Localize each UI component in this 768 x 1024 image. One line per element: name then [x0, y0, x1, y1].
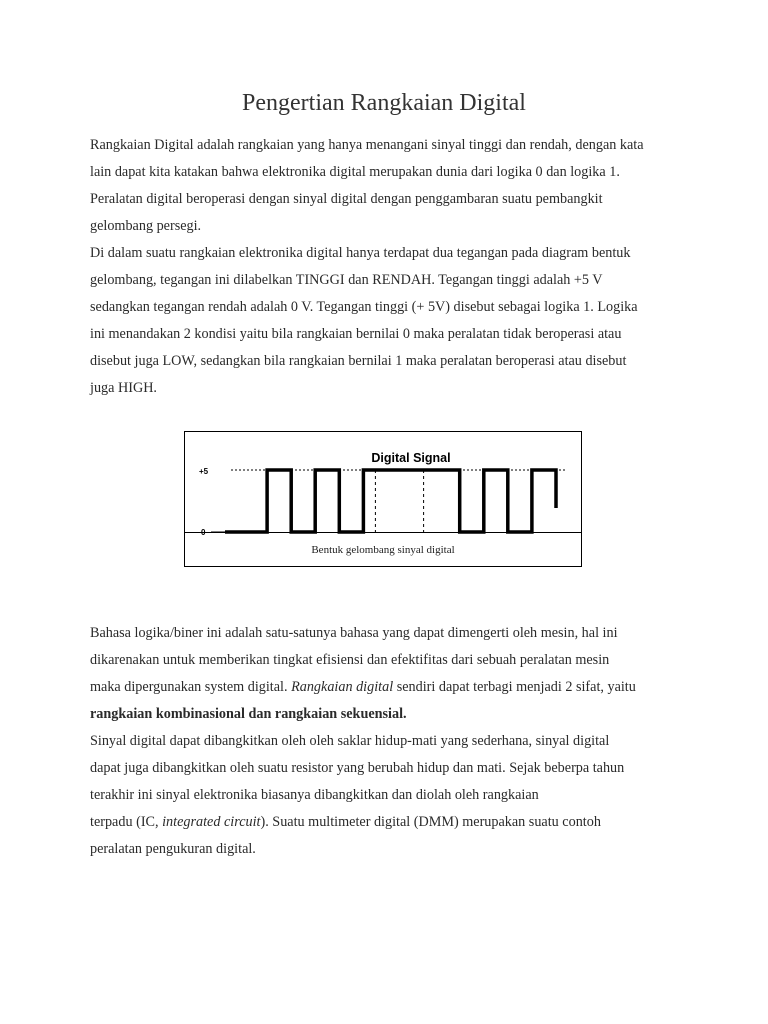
- text-line: Bahasa logika/biner ini adalah satu-satunya bahasa yang dapat dimengerti oleh mesin, hal ini: [90, 625, 618, 641]
- text-run: ). Suatu multimeter digital (DMM) merupakan suatu contoh: [260, 814, 601, 830]
- italic-term: Rangkaian digital: [291, 679, 394, 695]
- figure-caption: Bentuk gelombang sinyal digital: [311, 543, 455, 556]
- text-line: Di dalam suatu rangkaian elektronika digital hanya terdapat dua tegangan pada diagram bentuk: [90, 245, 631, 261]
- digital-signal-figure: [184, 431, 582, 567]
- text-line: [90, 701, 690, 728]
- text-line: Rangkaian Digital adalah rangkaian yang hanya menangani sinyal tinggi dan rendah, dengan kata: [90, 137, 644, 153]
- signal-plot: [185, 432, 581, 537]
- square-wave: [225, 470, 556, 532]
- signal-title: Digital Signal: [371, 451, 451, 465]
- text-line: terakhir ini sinyal elektronika biasanya dibangkitkan dan diolah oleh rangkaian: [90, 787, 539, 803]
- text-line: disebut juga LOW, sedangkan bila rangkaian bernilai 1 maka peralatan beroperasi atau disebut: [90, 353, 627, 369]
- text-run: terpadu (IC,: [90, 814, 163, 830]
- page-title: Pengertian Rangkaian Digital: [242, 90, 526, 116]
- body-paragraph: [90, 620, 690, 863]
- text-line: ini menandakan 2 kondisi yaitu bila rangkaian bernilai 0 maka peralatan tidak beroperasi atau: [90, 326, 622, 342]
- text-line: [90, 809, 690, 836]
- text-line: gelombang, tegangan ini dilabelkan TINGGI dan RENDAH. Tegangan tinggi adalah +5 V: [90, 272, 603, 288]
- text-run: maka dipergunakan system digital.: [90, 679, 292, 695]
- text-line: sedangkan tegangan rendah adalah 0 V. Tegangan tinggi (+ 5V) disebut sebagai logika 1. Logika: [90, 299, 638, 315]
- step-markers: [375, 470, 423, 532]
- text-run: sendiri dapat terbagi menjadi 2 sifat, yaitu: [393, 679, 636, 695]
- text-line: [90, 674, 690, 701]
- text-line: Peralatan digital beroperasi dengan sinyal digital dengan penggambaran suatu pembangkit: [90, 191, 603, 207]
- bold-term: rangkaian kombinasional dan rangkaian sekuensial.: [90, 706, 407, 722]
- intro-paragraph: [90, 132, 690, 402]
- text-line: peralatan pengukuran digital.: [90, 841, 256, 857]
- high-level-label: +5: [199, 467, 209, 476]
- text-line: dikarenakan untuk memberikan tingkat efisiensi dan efektifitas dari sebuah peralatan mesin: [90, 652, 610, 668]
- signal-diagram: [185, 432, 581, 537]
- text-line: juga HIGH.: [90, 380, 157, 396]
- text-line: dapat juga dibangkitkan oleh suatu resistor yang berubah hidup dan mati. Sejak beberpa tahun: [90, 760, 625, 776]
- text-line: gelombang persegi.: [90, 218, 202, 234]
- text-line: Sinyal digital dapat dibangkitkan oleh oleh saklar hidup-mati yang sederhana, sinyal digital: [90, 733, 610, 749]
- italic-term: integrated circuit: [162, 814, 261, 830]
- text-line: lain dapat kita katakan bahwa elektronika digital merupakan dunia dari logika 0 dan logika 1.: [90, 164, 620, 180]
- low-level-label: 0: [201, 528, 206, 537]
